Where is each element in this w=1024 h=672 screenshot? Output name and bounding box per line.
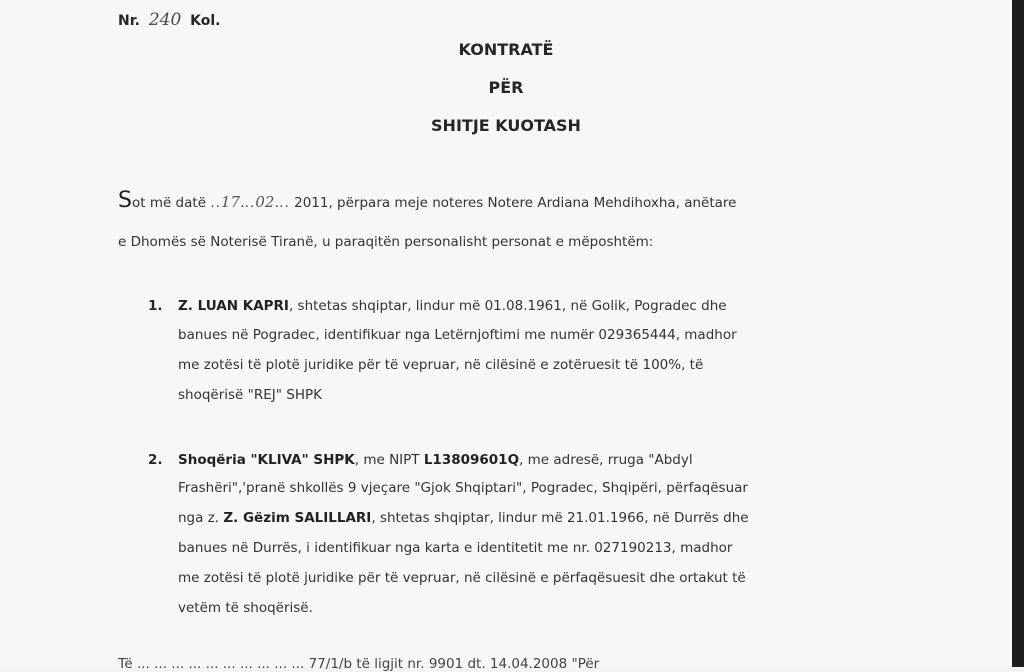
item-1-number: 1. <box>148 298 163 314</box>
intro-text-1: ot më datë <box>131 195 207 211</box>
cutoff-line: Të ... ... ... ... ... ... ... ... ... ... 77/1/b të ligjit nr. 9901 dt. 14.04.2008 "Për <box>118 656 600 672</box>
scan-edge <box>1012 0 1024 667</box>
title-line-1: KONTRATË <box>458 40 554 59</box>
date-dots-3: .. <box>279 195 290 211</box>
item-1-line-4: shoqërisë "REJ" SHPK <box>178 387 322 403</box>
intro-dropcap: S <box>118 188 132 213</box>
item-2-line-1-rest: , me adresë, rruga "Abdyl <box>519 452 693 468</box>
item-2-line-1 <box>178 452 693 468</box>
date-day-handwritten: 17. <box>220 193 245 211</box>
date-month-handwritten: 02. <box>255 193 280 211</box>
item-2-line-6: vetëm të shoqërisë. <box>178 600 313 616</box>
item-1-line-1-rest: , shtetas shqiptar, lindur më 01.08.1961, në Golik, Pogradec dhe <box>288 298 727 314</box>
item-2-line-2: Frashëri",'pranë shkollës 9 vjeçare "Gjok Shqiptari", Pogradec, Shqipëri, përfaqësuar <box>178 480 748 496</box>
intro-text-2: 2011, përpara meje noteres Notere Ardiana Mehdihoxha, anëtare <box>294 195 737 211</box>
nr-label: Nr. <box>118 13 140 29</box>
title-line-3: SHITJE KUOTASH <box>431 116 581 135</box>
title-line-2: PËR <box>488 78 524 97</box>
registry-number <box>118 10 221 30</box>
item-2-number: 2. <box>148 452 163 468</box>
date-dots-2: .. <box>244 195 256 211</box>
item-2-line-3 <box>178 510 749 526</box>
date-dots-1: .. <box>210 195 221 211</box>
item-2-nipt: L13809601Q <box>423 452 520 468</box>
intro-line-1 <box>118 188 737 213</box>
nr-value-handwritten: 240 <box>148 10 182 30</box>
item-2-nipt-prefix: , me NIPT <box>354 452 424 468</box>
item-2-line-3-pre: nga z. <box>178 510 224 526</box>
item-2-line-3-rest: , shtetas shqiptar, lindur më 21.01.1966, në Durrës dhe <box>371 510 749 526</box>
item-1-line-3: me zotësi të plotë juridike për të vepruar, në cilësinë e zotëruesit të 100%, të <box>178 357 704 373</box>
item-2-line-5: me zotësi të plotë juridike për të vepruar, në cilësinë e përfaqësuesit dhe ortakut të <box>178 570 746 586</box>
item-1-name: Z. LUAN KAPRI <box>178 298 289 314</box>
item-1-line-1 <box>178 298 727 314</box>
item-2-company: Shoqëria "KLIVA" SHPK <box>178 452 355 468</box>
item-1-line-2: banues në Pogradec, identifikuar nga Letërnjoftimi me numër 029365444, madhor <box>178 327 737 343</box>
kol-label: Kol. <box>190 13 221 29</box>
intro-line-2: e Dhomës së Noterisë Tiranë, u paraqitën personalisht personat e mëposhtëm: <box>118 234 654 250</box>
item-2-line-4: banues në Durrës, i identifikuar nga karta e identitetit me nr. 027190213, madhor <box>178 540 733 556</box>
item-2-rep-name: Z. Gëzim SALILLARI <box>223 510 372 526</box>
